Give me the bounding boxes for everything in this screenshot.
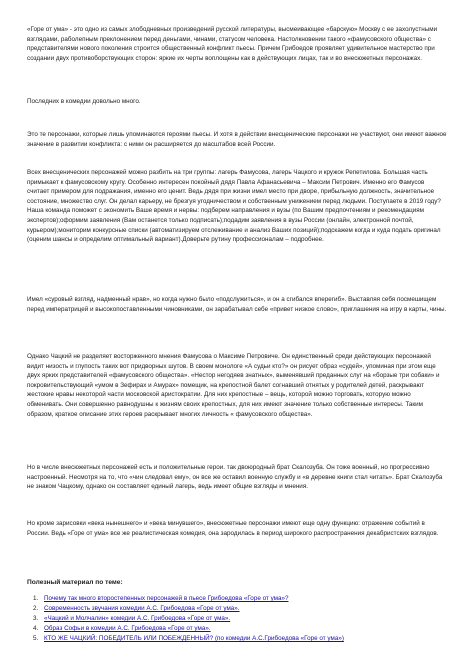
related-article-link-5[interactable]: КТО ЖЕ ЧАЦКИЙ: ПОБЕДИТЕЛЬ ИЛИ ПОБЕЖДЕННЫЙ? (по комедии А.С.Грибоедова «Горе от ума») [44,635,344,642]
list-item: 5. КТО ЖЕ ЧАЦКИЙ: ПОБЕДИТЕЛЬ ИЛИ ПОБЕЖДЕННЫЙ? (по комедии А.С.Грибоедова «Горе от ума») [33,635,344,642]
list-item: 2. Современность звучания комедии А.С. Грибоедова «Горе от ума». [33,605,240,612]
paragraph-epoch-function: Но кроме зарисовки «века нынешнего» и «века минувшего», внесюжетные персонажи имеют еще одну функцию: отражение событий в России. Ведь «Горе от ума» все же реалистическая комедия, она зародилась в период широкого распространения декабристских взглядов. [27,520,439,537]
paragraph-chatsky-judges: Однако Чацкий не разделяет восторженного мнения Фамусова о Максиме Петровиче. Он единственный среди действующих персонажей видит низость и глупость таких вот придворных шутов. В своем монологе «А судьи кто?» он рисует образ «судей», упоминая при этом еще двух ярких представителей «фамусовского общества». «Нестор негодяев знатных», выменявший преданных слуг на «борзые три собаки» и покровительствующий «умом в Зефирах и Амурах» помещик, на крепостной балет согнавший отнятых у родителей детей, раскрывают жестокие нравы некоторой части московской аристократии. Для них крепостные – вещь, которой можно торговать, которую можно обменивать. Они совершенно равнодушны к жизням своих крепостных, для них имеют значение только собственные интересы. Таким образом, краткое описание этих героев раскрывает многих личность « фамусовского общества». [27,353,440,418]
paragraph-intro: «Горе от ума» - это одно из самых злободневных произведений русской литературы, высмеивающее «барскую» Москву с ее захолустными взглядами, раболепным преклонением перед деньгами, чинами, статусом человека. Настолкновении такого «фамусовского общества» с представителями нового поколения строится общественный конфликт пьесы. Причем Грибоедов проявляет удивительное мастерство при создании двух противоборствующих сторон: яркие их черты воплощены как в действующих лицах, так и во внесюжетных персонажах. [27,26,438,62]
list-item: 4. Образ Софьи в комедии А.С. Грибоедова «Горе от ума». [33,625,211,632]
useful-material-heading: Полезный материал по теме: [27,579,123,586]
paragraph-skalozub-brother: Но в числе внесюжетных персонажей есть и положительные герои. так двоюродный брат Скалозуба. Он тоже военный, но прогрессивно настроенный. Несмотря на то, что «чин следовал ему», он все же оставил военную службу и «в деревне книги стал читать». Брат Скалозуба не знаком Чацкому, однако он составляет единый лагерь, ведь имеет общие взгляды и мнения. [27,464,443,491]
related-article-link-1[interactable]: Почему так много второстепенных персонажей в пьесе Грибоедова «Горе от ума»? [44,595,289,602]
paragraph-three-groups: Всех внесценических персонажей можно разбить на три группы: лагерь Фамусова, лагерь Чацкого и кружок Репетилова. Большая часть примыкает к фамусовскому кругу. Особенно интересен покойный дядя Павла Афанасьевича – Максим Петрович. Именно его Фамусов считает примером для подражания, именно его ценит. Ведь дядя при жизни имел место при дворе, прибыльную должность, значительное состояние, множество слуг. Он делал карьеру, не брезгуя угодничеством и собственным унижением перед людьми. Поступаете в 2019 году? Наша команда поможет с экономить Ваше время и нервы: подберем направления и вузы (по Вашим предпочтениям и рекомендациям экспертов);оформим заявления (Вам останется только подписать);подадим заявления в вузы России (онлайн, электронной почтой, курьером);мониторим конкурсные списки (автоматизируем отслеживание и анализ Ваших позиций);подскажем когда и куда подать оригинал (оценим шансы и определим оптимальный вариант).Доверьте рутину профессионалам – подробнее. [27,169,441,244]
related-article-link-4[interactable]: Образ Софьи в комедии А.С. Грибоедова «Горе от ума». [44,625,211,632]
paragraph-count: Последних в комедии довольно много. [27,98,141,105]
paragraph-maxim-petrovich: Имел «суровый взгляд, надменный нрав», но когда нужно было «подслужиться», и он а сгибался вперегиб». Выставляя себя посмешищем перед императрицей и высокопоставленными чиновниками, он зарабатывал себе «привет низкое слово», приглашения на игру в карты, чины. [27,296,447,313]
list-item: 3. «Чацкий и Молчалин» комедии А.С. Грибоедова «Горе от ума». [33,615,231,622]
related-article-link-2[interactable]: Современность звучания комедии А.С. Грибоедова «Горе от ума». [44,605,240,612]
paragraph-offstage-definition: Это те персонажи, которые лишь упоминаются героями пьесы. И хотя в действии внесценические персонажи не участвуют, они имеют важное значение в развитии конфликта: с ними он расширяется до масштабов всей России. [27,131,447,148]
useful-links-list [27,594,447,644]
list-item: 1. Почему так много второстепенных персонажей в пьесе Грибоедова «Горе от ума»? [33,595,289,602]
related-article-link-3[interactable]: «Чацкий и Молчалин» комедии А.С. Грибоедова «Горе от ума». [44,615,231,622]
